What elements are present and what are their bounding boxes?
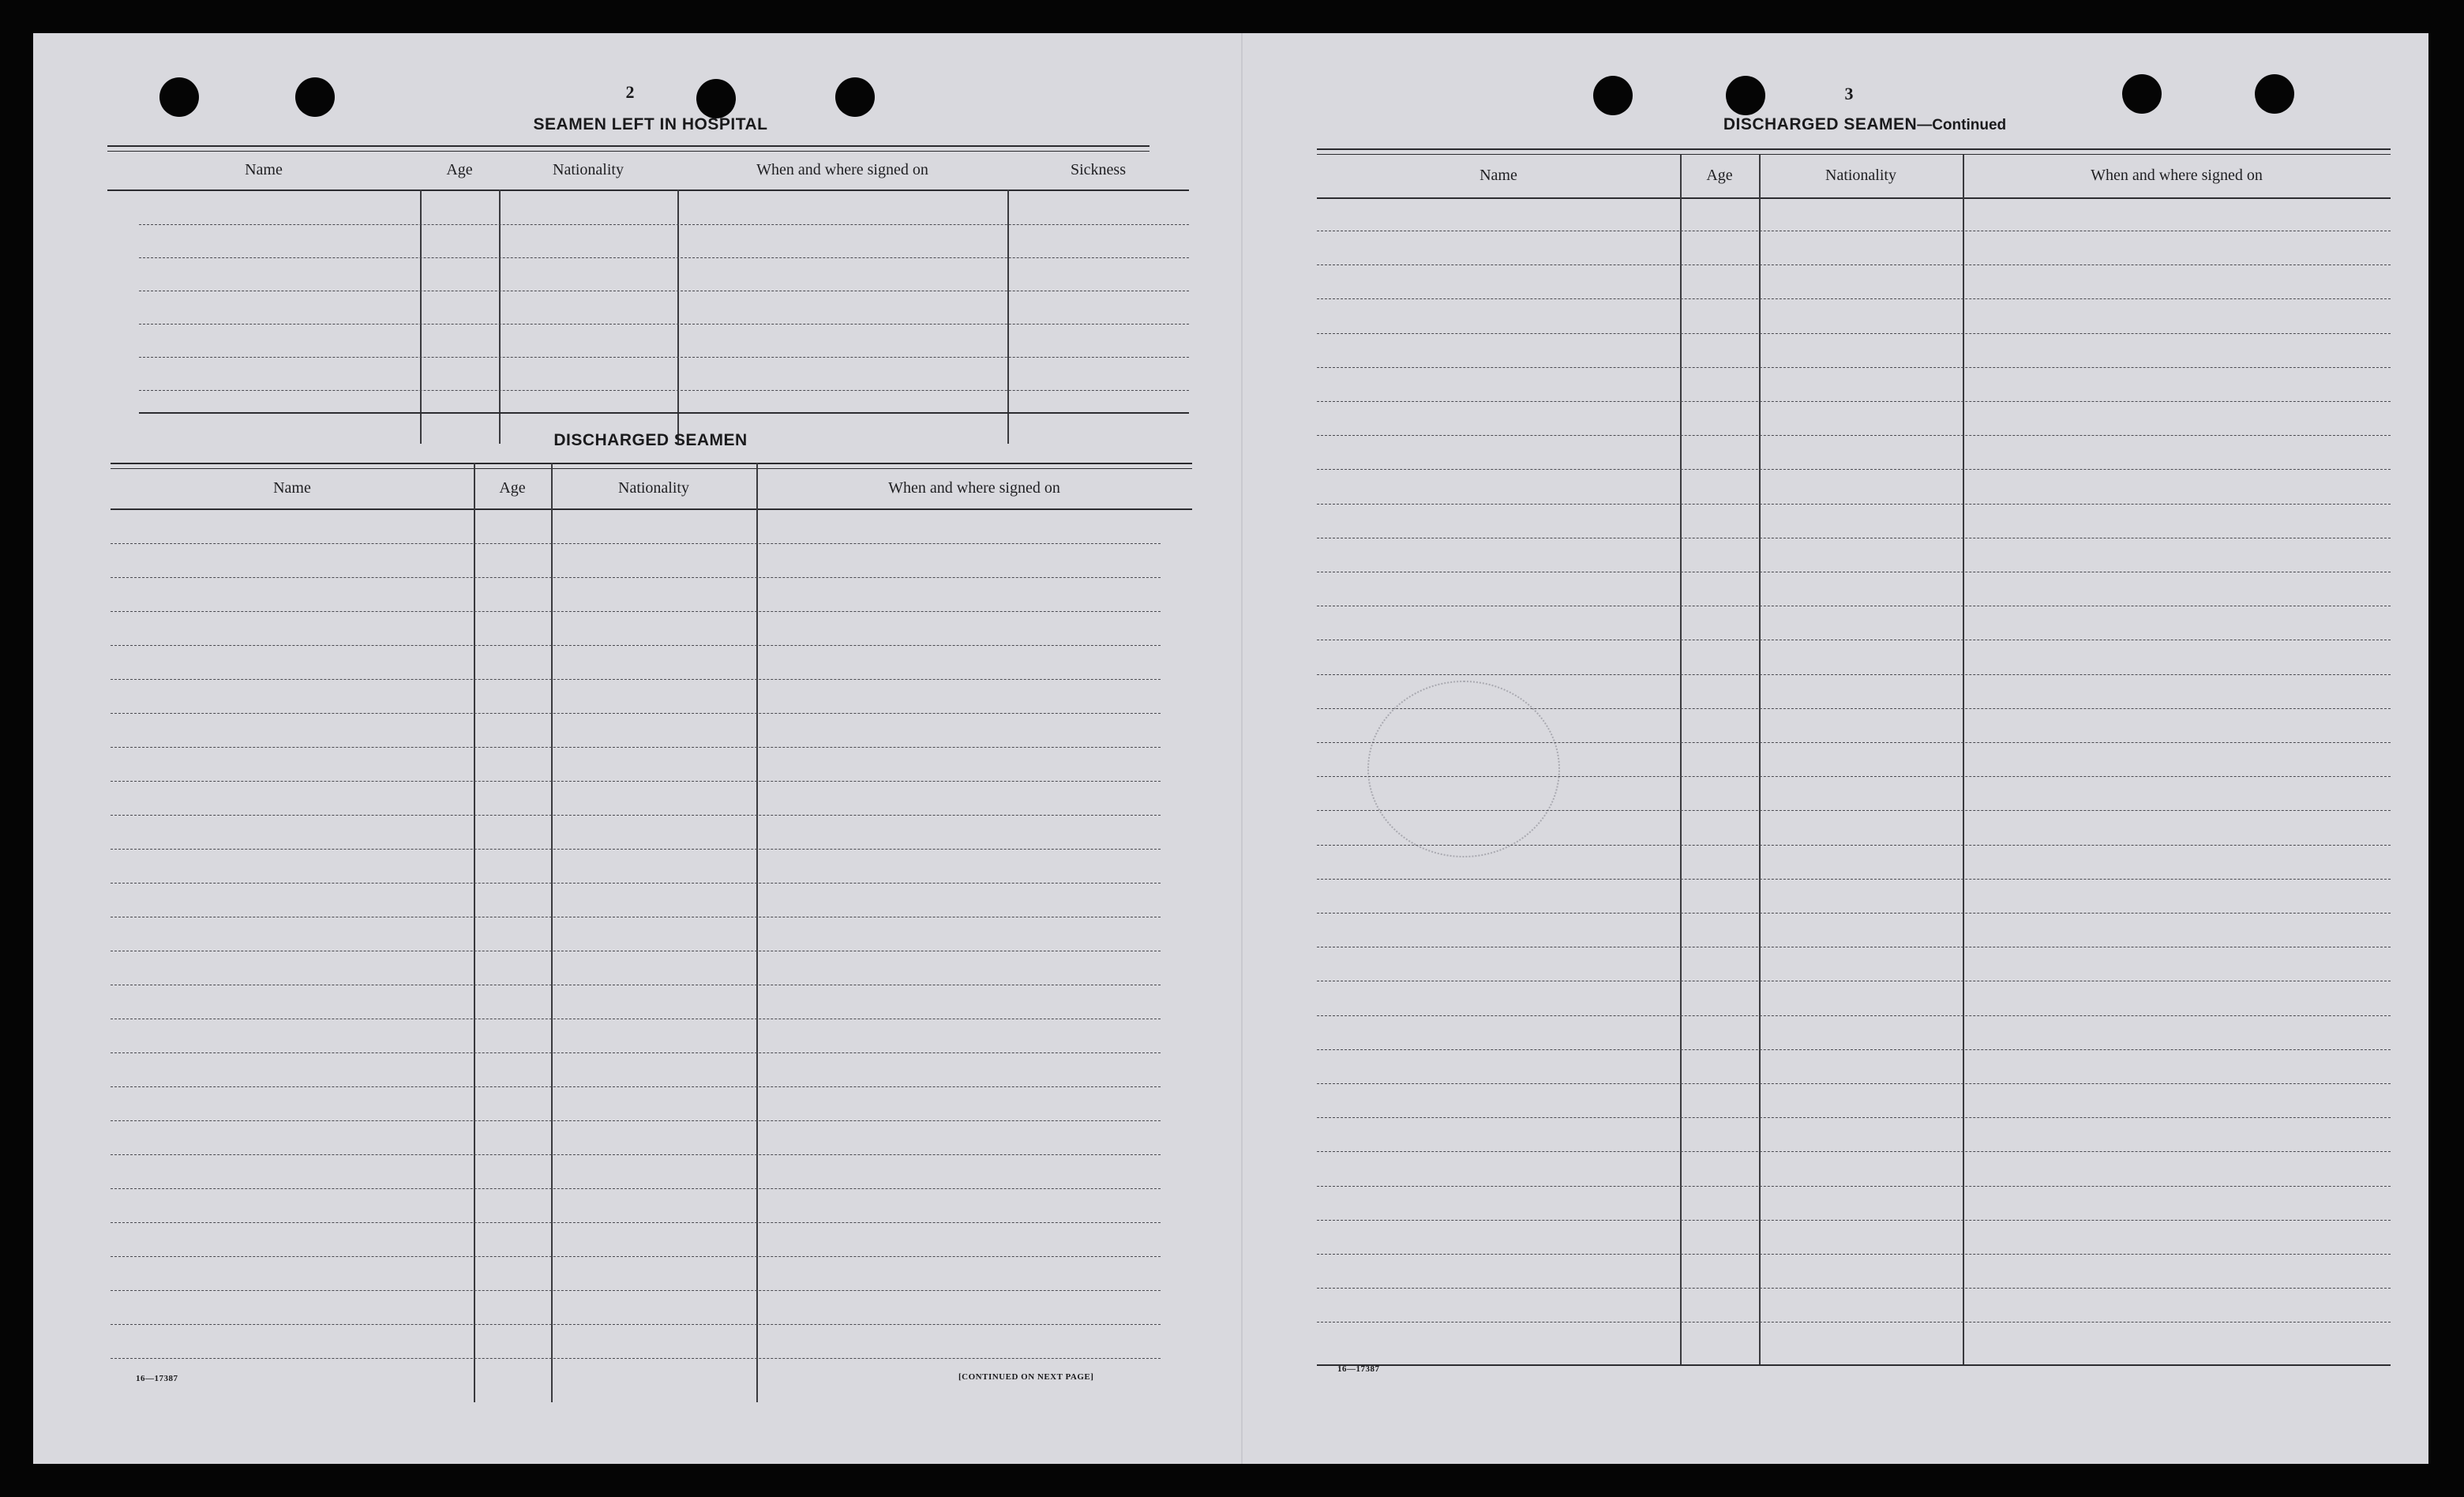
title-main: DISCHARGED SEAMEN xyxy=(1723,115,1918,133)
table-row xyxy=(111,1154,1161,1155)
page-number: 3 xyxy=(1844,84,1854,103)
table-row xyxy=(111,1358,1161,1359)
table-row xyxy=(1317,742,2391,743)
column-header-name: Name xyxy=(1480,166,1517,184)
column-header-age: Age xyxy=(499,478,526,497)
table-row xyxy=(139,390,1189,391)
table-row xyxy=(111,1222,1161,1223)
table-row xyxy=(111,883,1161,884)
table-row xyxy=(1317,367,2391,368)
punch-hole xyxy=(1593,76,1633,115)
table-row xyxy=(1317,1288,2391,1289)
column-header-signed-on: When and where signed on xyxy=(2091,166,2263,184)
table-row xyxy=(111,543,1161,544)
form-number: 16—17387 xyxy=(136,1374,178,1383)
document-sheet xyxy=(33,33,2428,1464)
table-row xyxy=(111,1290,1161,1291)
table-row xyxy=(1317,333,2391,334)
page-fold xyxy=(1241,33,1243,1464)
discharged-table xyxy=(111,463,1192,1402)
table-row xyxy=(111,849,1161,850)
table-row xyxy=(1317,776,2391,777)
punch-hole xyxy=(1726,76,1765,115)
table-row xyxy=(111,1256,1161,1257)
section-title-discharged-continued xyxy=(1581,115,2149,134)
table-row xyxy=(1317,401,2391,402)
table-row xyxy=(1317,879,2391,880)
hospital-table xyxy=(107,145,1189,444)
punch-hole xyxy=(295,77,335,117)
punch-hole xyxy=(159,77,199,117)
table-row xyxy=(1317,1186,2391,1187)
table-row xyxy=(111,713,1161,714)
table-row xyxy=(1317,504,2391,505)
discharged-continued-table xyxy=(1317,148,2391,1388)
column-header-name: Name xyxy=(245,160,283,178)
table-row xyxy=(111,611,1161,612)
title-suffix: —Continued xyxy=(1917,117,2007,133)
section-title-discharged: DISCHARGED SEAMEN xyxy=(553,431,748,449)
table-row xyxy=(1317,1117,2391,1118)
table-row xyxy=(1317,845,2391,846)
punch-hole xyxy=(835,77,875,117)
table-row xyxy=(1317,1322,2391,1323)
table-row xyxy=(1317,298,2391,299)
table-row xyxy=(1317,435,2391,436)
table-row xyxy=(139,324,1189,325)
page-number: 2 xyxy=(625,82,635,102)
table-row xyxy=(111,1086,1161,1087)
table-row xyxy=(139,224,1189,225)
column-header-age: Age xyxy=(1706,166,1733,184)
column-header-sickness: Sickness xyxy=(1071,160,1126,178)
table-row xyxy=(111,815,1161,816)
column-header-signed-on: When and where signed on xyxy=(756,160,928,178)
column-header-nationality: Nationality xyxy=(618,478,689,497)
table-row xyxy=(1317,810,2391,811)
table-row xyxy=(1317,913,2391,914)
table-row xyxy=(111,781,1161,782)
table-row xyxy=(111,1324,1161,1325)
table-row xyxy=(111,577,1161,578)
table-row xyxy=(1317,1220,2391,1221)
table-row xyxy=(111,1052,1161,1053)
punch-hole xyxy=(2122,74,2162,114)
column-header-nationality: Nationality xyxy=(1825,166,1896,184)
table-row xyxy=(1317,1151,2391,1152)
section-title-hospital: SEAMEN LEFT IN HOSPITAL xyxy=(533,115,768,133)
table-row xyxy=(1317,1049,2391,1050)
table-row xyxy=(1317,1083,2391,1084)
punch-hole xyxy=(696,79,736,118)
table-row xyxy=(1317,1254,2391,1255)
table-row xyxy=(139,357,1189,358)
column-header-nationality: Nationality xyxy=(553,160,624,178)
form-number: 16—17387 xyxy=(1337,1364,1380,1374)
table-row xyxy=(111,747,1161,748)
table-row xyxy=(1317,469,2391,470)
punch-hole xyxy=(2255,74,2294,114)
table-row xyxy=(111,679,1161,680)
table-row xyxy=(1317,708,2391,709)
table-row xyxy=(1317,674,2391,675)
table-row xyxy=(111,645,1161,646)
table-row xyxy=(111,1188,1161,1189)
column-header-signed-on: When and where signed on xyxy=(888,478,1060,497)
continued-note: [CONTINUED ON NEXT PAGE] xyxy=(958,1372,1094,1382)
table-row xyxy=(1317,1015,2391,1016)
column-header-name: Name xyxy=(273,478,311,497)
table-row xyxy=(111,1120,1161,1121)
column-header-age: Age xyxy=(446,160,473,178)
table-row xyxy=(139,257,1189,258)
